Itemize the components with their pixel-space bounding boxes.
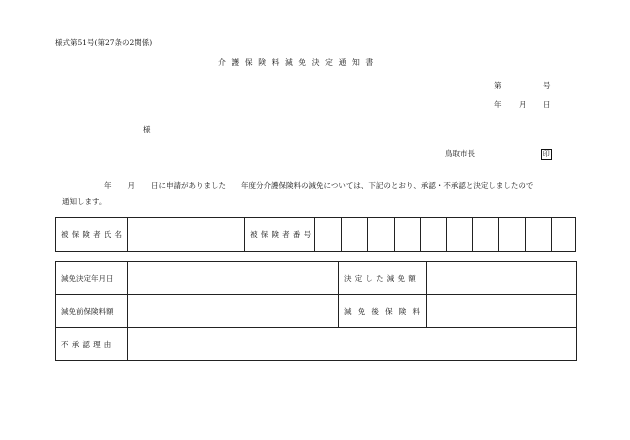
addressee-suffix: 様: [143, 125, 151, 134]
insured-number-digit[interactable]: [499, 218, 525, 252]
date-day: 日: [543, 100, 551, 109]
issuer-name: 鳥取市長: [445, 149, 475, 158]
rejection-reason-label: 不承認理由: [56, 328, 128, 361]
insured-number-digit[interactable]: [525, 218, 551, 252]
rejection-reason-field[interactable]: [128, 328, 577, 361]
body-year: 年: [104, 181, 112, 190]
seal-icon: 印: [542, 150, 550, 158]
document-title: 介護保険料減免決定通知書: [218, 58, 379, 67]
number-prefix: 第: [494, 81, 502, 90]
date-month: 月: [519, 100, 527, 109]
insured-number-digit[interactable]: [367, 218, 394, 252]
pre-exemption-amount-label: 減免前保険料額: [56, 295, 128, 328]
insured-number-digit[interactable]: [341, 218, 367, 252]
insured-number-digit[interactable]: [447, 218, 473, 252]
decided-amount-label: 決定した減免額: [339, 262, 427, 295]
decided-amount-field[interactable]: [427, 262, 577, 295]
insured-number-digit[interactable]: [551, 218, 575, 252]
insured-name-label: 被保険者氏名: [56, 218, 128, 252]
date-year: 年: [494, 100, 502, 109]
insured-number-digit[interactable]: [473, 218, 499, 252]
form-number: 様式第51号(第27条の2関係): [55, 38, 153, 47]
insured-number-digit[interactable]: [315, 218, 341, 252]
exemption-date-label: 減免決定年月日: [56, 262, 128, 295]
body-month: 月: [127, 181, 135, 190]
insured-name-field[interactable]: [128, 218, 245, 252]
insured-number-label: 被保険者番号: [245, 218, 315, 252]
insured-info-table: [55, 217, 576, 252]
post-exemption-amount-field[interactable]: [427, 295, 577, 328]
insured-number-digit[interactable]: [421, 218, 447, 252]
pre-exemption-amount-field[interactable]: [128, 295, 339, 328]
post-exemption-amount-label: 減免後保険料: [339, 295, 427, 328]
body-rest: 日に申請がありました 年度分介護保険料の減免については、下記のとおり、承認・不承認と決定しましたので: [151, 181, 534, 190]
insured-number-digit[interactable]: [394, 218, 420, 252]
body-line-2: 通知します。: [62, 197, 107, 206]
issuer-line: [445, 148, 552, 160]
exemption-date-field[interactable]: [128, 262, 339, 295]
exemption-table: [55, 261, 577, 361]
number-suffix: 号: [543, 81, 551, 90]
body-line-1: [104, 180, 533, 191]
